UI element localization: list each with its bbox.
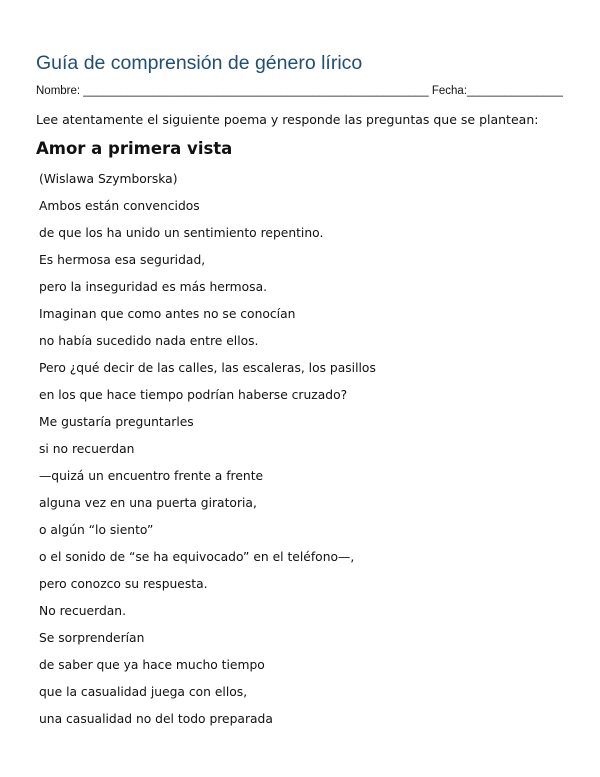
poem-line: No recuerdan. [39, 604, 126, 618]
poem-line: en los que hace tiempo podrían haberse cruzado? [39, 388, 348, 402]
poem-line: pero conozco su respuesta. [39, 577, 208, 591]
poem-line: Se sorprenderían [39, 631, 145, 645]
poem-line: Es hermosa esa seguridad, [39, 253, 206, 267]
instructions-text: Lee atentamente el siguiente poema y responde las preguntas que se plantean: [36, 112, 539, 127]
poem-line: o algún “lo siento” [39, 523, 154, 537]
poem-line: Imaginan que como antes no se conocían [39, 307, 296, 321]
poem-line: pero la inseguridad es más hermosa. [39, 280, 268, 294]
page-title: Guía de comprensión de género lírico [36, 52, 363, 74]
poem-author: (Wislawa Szymborska) [39, 172, 178, 186]
poem-line: no había sucedido nada entre ellos. [39, 334, 259, 348]
poem-line: si no recuerdan [39, 442, 135, 456]
name-date-field: Nombre: ______________________________________________________ Fecha:_______________ [36, 85, 563, 97]
poem-line: de que los ha unido un sentimiento repentino. [39, 226, 324, 240]
poem-line: Pero ¿qué decir de las calles, las escaleras, los pasillos [39, 361, 376, 375]
poem-line: Me gustaría preguntarles [39, 415, 194, 429]
poem-title: Amor a primera vista [36, 139, 233, 158]
poem-line: de saber que ya hace mucho tiempo [39, 658, 265, 672]
poem-body [39, 171, 376, 738]
poem-line: alguna vez en una puerta giratoria, [39, 496, 257, 510]
poem-line: Ambos están convencidos [39, 199, 200, 213]
poem-line: que la casualidad juega con ellos, [39, 685, 248, 699]
poem-line: una casualidad no del todo preparada [39, 712, 273, 726]
poem-line: o el sonido de “se ha equivocado” en el teléfono—, [39, 550, 355, 564]
poem-line: —quizá un encuentro frente a frente [39, 469, 264, 483]
